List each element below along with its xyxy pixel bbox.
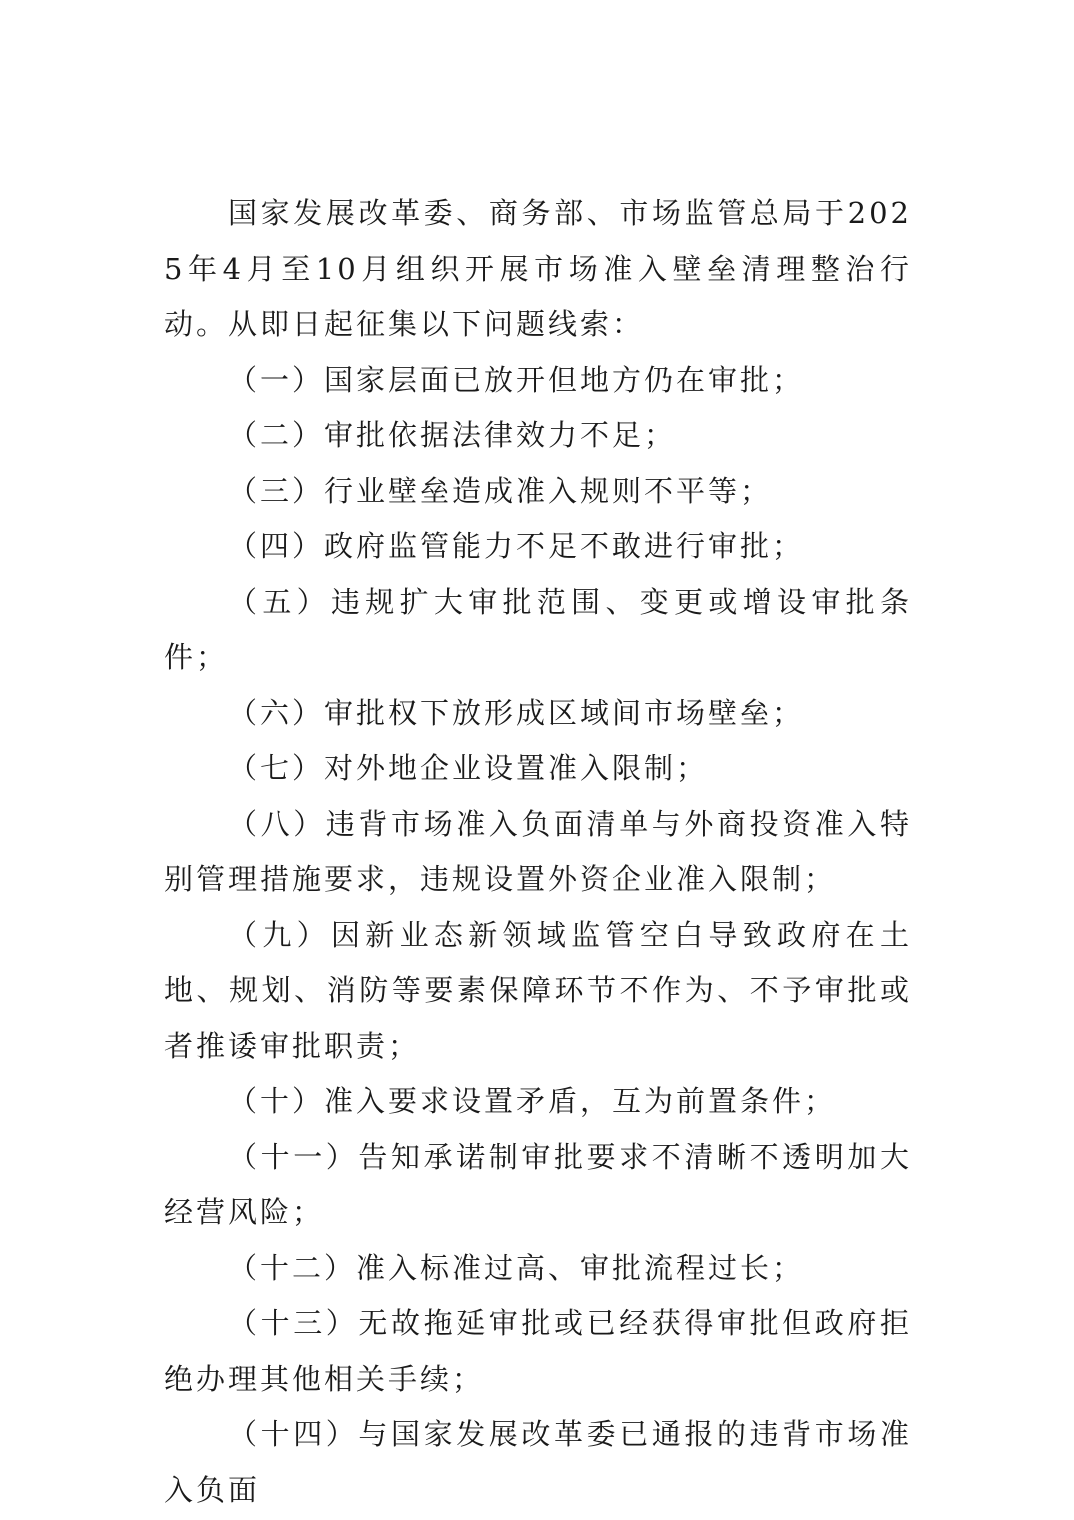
list-item: （六）审批权下放形成区域间市场壁垒； xyxy=(228,695,805,730)
list-item: （十四）与国家发展改革委已通报的违背市场准入负面 xyxy=(164,1417,912,1507)
list-item: （五）违规扩大审批范围、变更或增设审批条件； xyxy=(164,584,912,674)
list-item: （八）违背市场准入负面清单与外商投资准入特别管理措施要求，违规设置外资企业准入限制； xyxy=(164,806,912,896)
list-item: （十二）准入标准过高、审批流程过长； xyxy=(228,1250,805,1285)
list-item: （四）政府监管能力不足不敢进行审批； xyxy=(228,529,805,563)
list-item: （七）对外地企业设置准入限制； xyxy=(228,751,709,785)
document-body xyxy=(164,186,912,1518)
list-item: （十三）无故拖延审批或已经获得审批但政府拒绝办理其他相关手续； xyxy=(164,1306,912,1396)
list-item: （十）准入要求设置矛盾，互为前置条件； xyxy=(228,1084,837,1118)
list-item: （一）国家层面已放开但地方仍在审批； xyxy=(228,362,805,397)
list-item: （九）因新业态新领域监管空白导致政府在土地、规划、消防等要素保障环节不作为、不予审批或者推诿审批职责； xyxy=(164,917,912,1063)
intro-paragraph: 国家发展改革委、商务部、市场监管总局于2025年4月至10月组织开展市场准入壁垒清理整治行动。从即日起征集以下问题线索： xyxy=(164,196,912,341)
list-item: （三）行业壁垒造成准入规则不平等； xyxy=(228,473,773,508)
list-item: （二）审批依据法律效力不足； xyxy=(228,418,677,452)
list-item: （十一）告知承诺制审批要求不清晰不透明加大经营风险； xyxy=(164,1139,912,1229)
